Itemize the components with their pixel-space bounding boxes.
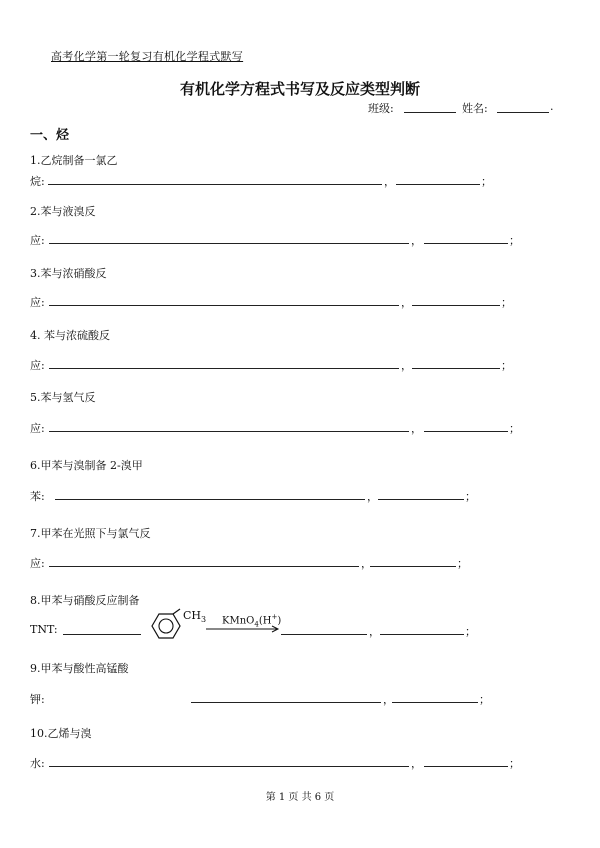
- answer-9-type[interactable]: [392, 702, 478, 703]
- comma: ，: [411, 422, 422, 435]
- semicolon: ；: [509, 234, 520, 247]
- semicolon: ；: [509, 422, 520, 435]
- answer-9-equation[interactable]: [191, 702, 381, 703]
- comma: ，: [411, 757, 422, 770]
- answer-7-equation[interactable]: [49, 566, 359, 567]
- question-4: 4. 苯与浓硫酸反: [30, 329, 110, 342]
- question-8-cont: TNT:: [30, 623, 58, 636]
- question-5: 5.苯与氢气反: [30, 391, 96, 404]
- comma: ，: [401, 296, 412, 309]
- section-heading: 一、烃: [30, 128, 70, 143]
- semicolon: ；: [501, 359, 512, 372]
- answer-8-product[interactable]: [281, 634, 367, 635]
- answer-5-type[interactable]: [424, 431, 508, 432]
- page-title: 有机化学方程式书写及反应类型判断: [179, 80, 420, 98]
- answer-1-equation[interactable]: [48, 184, 382, 185]
- comma: ，: [361, 557, 372, 570]
- reagent-label: KMnO$_4$(H+): [222, 613, 282, 629]
- answer-8-reactant[interactable]: [63, 634, 141, 635]
- class-label: 班级:: [368, 102, 394, 115]
- benzene-ring: [152, 614, 180, 638]
- comma: ，: [367, 490, 378, 503]
- answer-10-equation[interactable]: [49, 766, 409, 767]
- comma: ，: [384, 175, 395, 188]
- comma: ，: [411, 234, 422, 247]
- answer-8-type[interactable]: [380, 634, 464, 635]
- header-note: 高考化学第一轮复习有机化学程式默写: [51, 50, 244, 63]
- semicolon: ；: [479, 693, 490, 706]
- question-9-cont: 钾:: [30, 693, 45, 706]
- answer-4-type[interactable]: [412, 368, 500, 369]
- question-2: 2.苯与液溴反: [30, 205, 96, 218]
- comma: ，: [383, 693, 394, 706]
- answer-1-type[interactable]: [396, 184, 480, 185]
- semicolon: ；: [481, 175, 492, 188]
- question-1-cont: 烷:: [30, 175, 45, 188]
- answer-2-type[interactable]: [424, 243, 508, 244]
- semicolon: ；: [457, 557, 468, 570]
- question-6: 6.甲苯与溴制备 2-溴甲: [30, 459, 143, 472]
- question-7-cont: 应:: [30, 557, 45, 570]
- answer-6-type[interactable]: [378, 499, 464, 500]
- question-4-cont: 应:: [30, 359, 45, 372]
- answer-5-equation[interactable]: [49, 431, 409, 432]
- name-field[interactable]: [497, 112, 549, 113]
- question-6-cont: 苯:: [30, 490, 45, 503]
- question-8: 8.甲苯与硝酸反应制备: [30, 594, 140, 607]
- reaction-arrow-icon: [206, 625, 282, 633]
- question-9: 9.甲苯与酸性高锰酸: [30, 662, 129, 675]
- page-footer: 第 1 页 共 6 页: [265, 792, 335, 803]
- answer-2-equation[interactable]: [49, 243, 409, 244]
- methyl-bond: [173, 609, 180, 614]
- answer-10-type[interactable]: [424, 766, 508, 767]
- name-end-period: .: [550, 100, 554, 113]
- comma: ，: [401, 359, 412, 372]
- question-10: 10.乙烯与溴: [30, 727, 92, 740]
- semicolon: ；: [465, 490, 476, 503]
- answer-7-type[interactable]: [370, 566, 456, 567]
- question-5-cont: 应:: [30, 422, 45, 435]
- question-3: 3.苯与浓硝酸反: [30, 267, 107, 280]
- semicolon: ；: [465, 625, 476, 638]
- answer-6-equation[interactable]: [55, 499, 365, 500]
- class-field[interactable]: [404, 112, 456, 113]
- methyl-group: $CH_3$: [183, 609, 207, 625]
- comma: ，: [369, 625, 380, 638]
- answer-3-type[interactable]: [412, 305, 500, 306]
- question-10-cont: 水:: [30, 757, 45, 770]
- name-label: 姓名:: [462, 102, 488, 115]
- question-7: 7.甲苯在光照下与氯气反: [30, 527, 151, 540]
- answer-4-equation[interactable]: [49, 368, 399, 369]
- question-2-cont: 应:: [30, 234, 45, 247]
- question-1: 1.乙烷制备一氯乙: [30, 154, 118, 167]
- semicolon: ；: [509, 757, 520, 770]
- semicolon: ；: [501, 296, 512, 309]
- benzene-ring-circle: [159, 619, 173, 633]
- question-3-cont: 应:: [30, 296, 45, 309]
- answer-3-equation[interactable]: [49, 305, 399, 306]
